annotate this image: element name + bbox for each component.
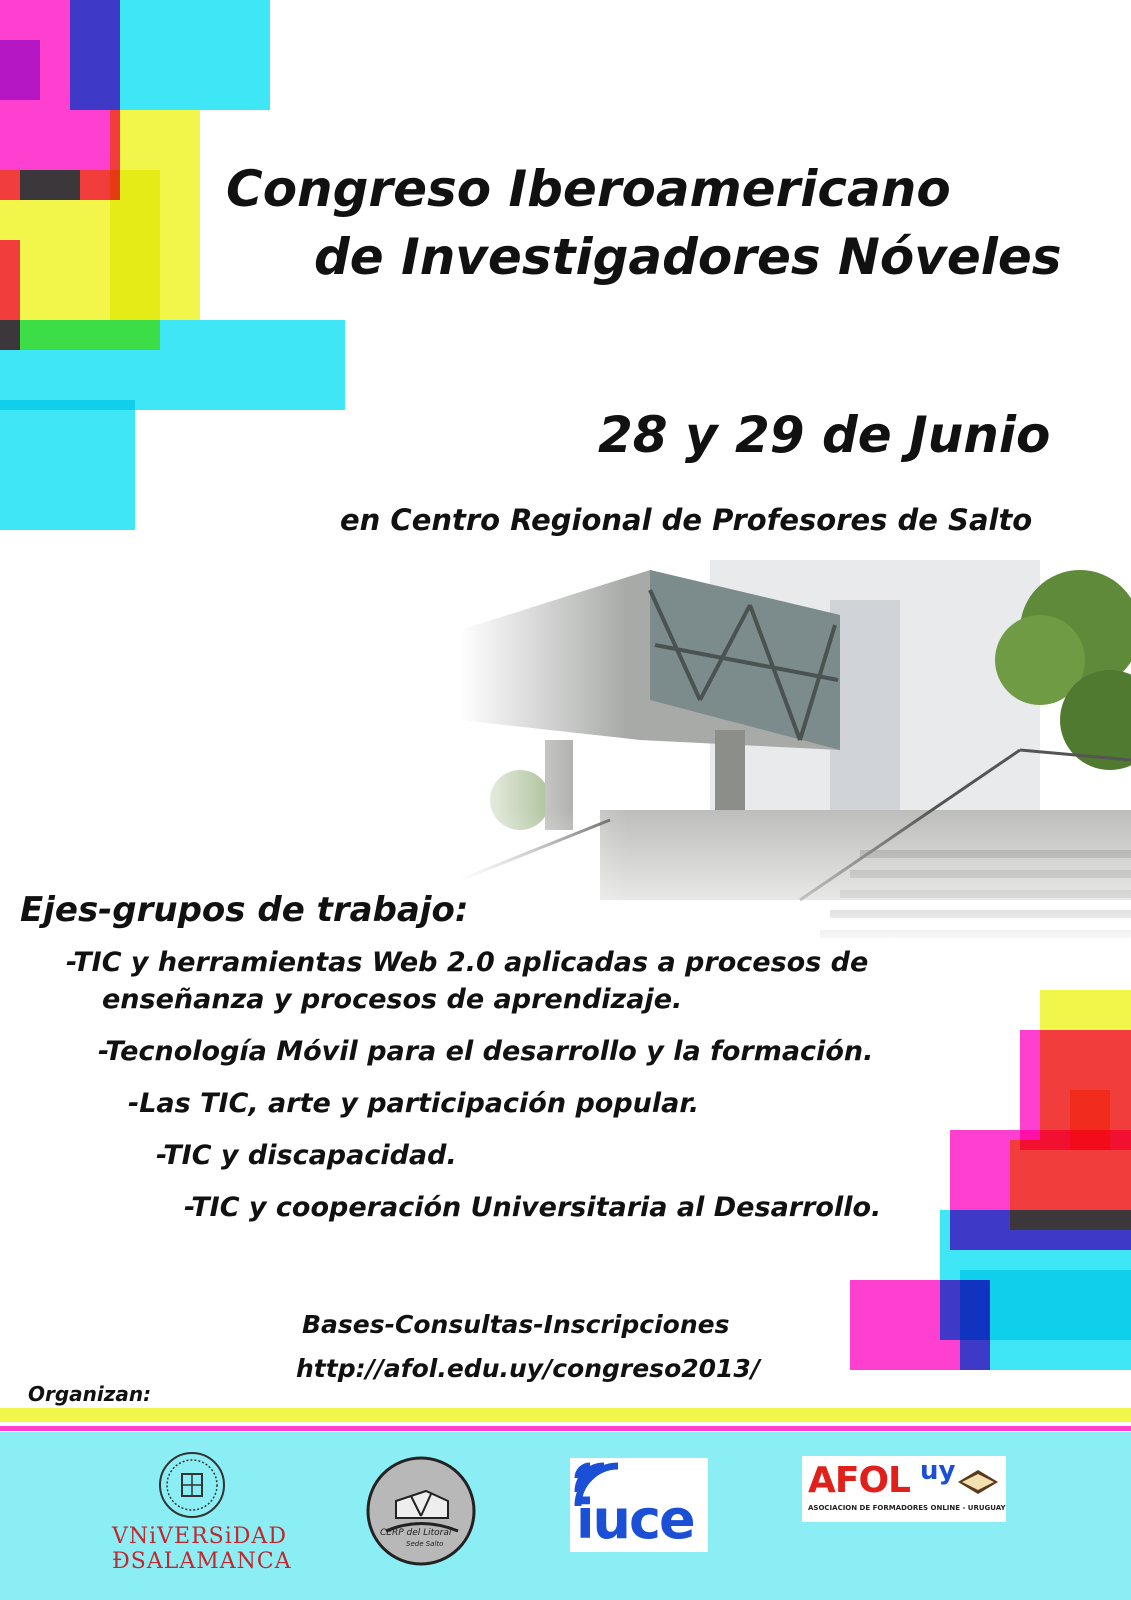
axis-item: -TIC y discapacidad. (156, 1140, 457, 1171)
book-icon (956, 1464, 1000, 1498)
axis-item: -Las TIC, arte y participación popular. (128, 1088, 700, 1119)
bottom-right-color-mosaic (850, 990, 1131, 1400)
organizers-label: Organizan: (28, 1382, 152, 1406)
top-left-color-mosaic (0, 0, 345, 530)
cerp-logo (366, 1456, 476, 1566)
axis-item: -Tecnología Móvil para el desarrollo y la formación. (98, 1036, 874, 1067)
building-photo (460, 550, 1131, 950)
cerp-name: CERP del Litoral (380, 1528, 452, 1538)
title-line-1: Congreso Iberoamericano (226, 160, 951, 218)
event-venue: en Centro Regional de Profesores de Salto (340, 503, 1033, 537)
afol-subtitle: ASOCIACION DE FORMADORES ONLINE - URUGUAY (808, 1504, 1006, 1512)
iuce-logo (570, 1458, 708, 1552)
salamanca-seal-icon (157, 1450, 227, 1520)
afol-suffix: uy (920, 1456, 956, 1486)
axis-item: -TIC y cooperación Universitaria al Desarrollo. (184, 1192, 882, 1223)
yellow-stripe (0, 1408, 1131, 1422)
contact-url-link[interactable]: http://afol.edu.uy/congreso2013/ (296, 1354, 760, 1383)
salamanca-name-1: VNiVERSiDAD (112, 1524, 287, 1549)
axis-item: -TIC y herramientas Web 2.0 aplicadas a procesos de (66, 947, 869, 978)
afol-name: AFOL (808, 1460, 910, 1501)
magenta-stripe (0, 1426, 1131, 1431)
event-date: 28 y 29 de Junio (598, 406, 1051, 464)
iuce-name: iuce (576, 1488, 694, 1551)
axis-item: enseñanza y procesos de aprendizaje. (102, 984, 683, 1015)
title-line-2: de Investigadores Nóveles (314, 228, 1062, 286)
contact-label: Bases-Consultas-Inscripciones (302, 1310, 730, 1339)
organizers-footer (0, 1432, 1131, 1600)
afol-logo (802, 1456, 1006, 1522)
cerp-sub: Sede Salto (406, 1540, 444, 1548)
axes-heading: Ejes-grupos de trabajo: (20, 890, 469, 930)
salamanca-name-2: ÐSALAMANCA (112, 1549, 292, 1574)
salamanca-logo (112, 1450, 292, 1590)
